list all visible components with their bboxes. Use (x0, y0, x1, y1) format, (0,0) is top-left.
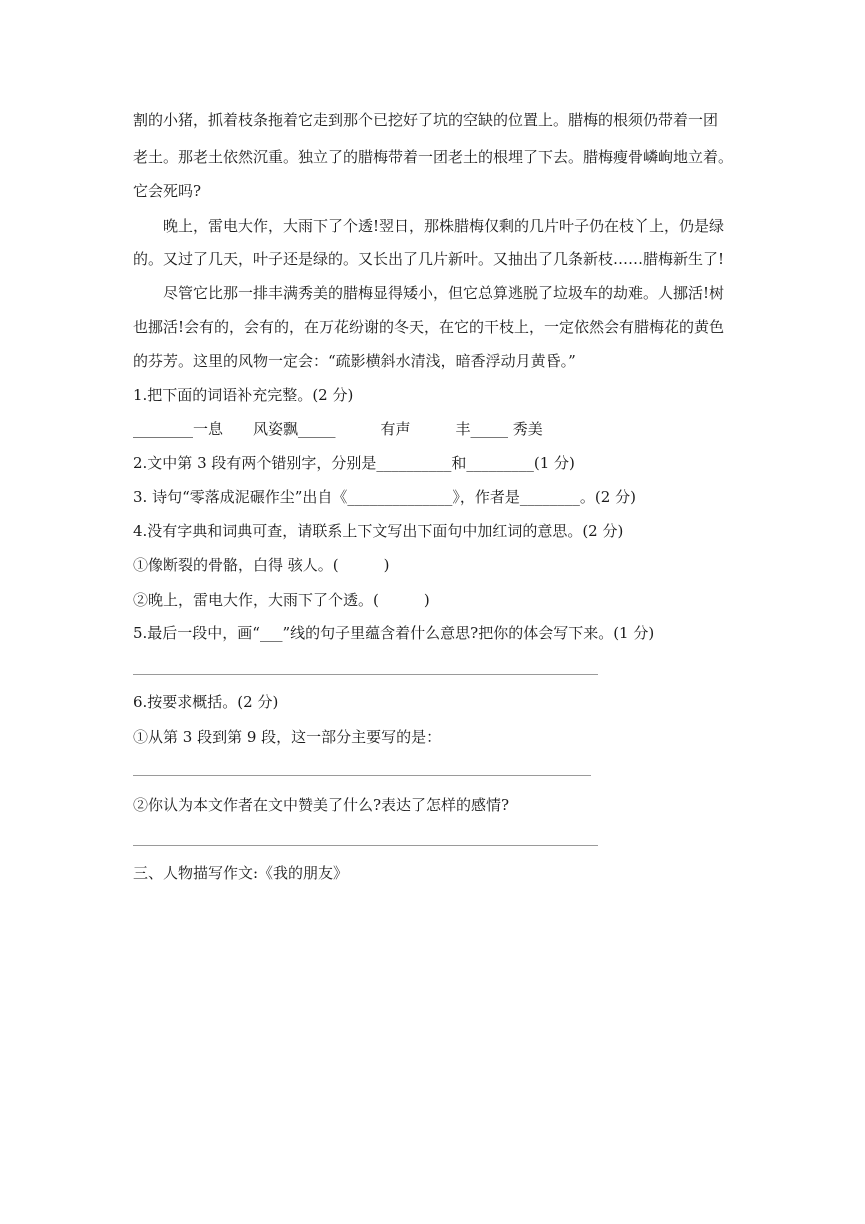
passage-line: 晚上，雷电大作，大雨下了个透!翌日，那株腊梅仅剩的几片叶子仍在枝丫上，仍是绿 (163, 217, 725, 235)
answer-line (133, 674, 598, 675)
passage-line: 老土。那老土依然沉重。独立了的腊梅带着一团老土的根埋了下去。腊梅瘦骨嶙峋地立着。 (133, 148, 734, 166)
question-6: 6.按要求概括。(2 分) (133, 693, 279, 711)
question-5: 5.最后一段中，画“___”线的句子里蕴含着什么意思?把你的体会写下来。(1 分) (133, 624, 655, 642)
passage-line: 尽管它比那一排丰满秀美的腊梅显得矮小，但它总算逃脱了垃圾车的劫难。人挪活!树 (163, 284, 725, 302)
passage-line: 割的小猪，抓着枝条拖着它走到那个已挖好了坑的空缺的位置上。腊梅的根须仍带着一团 (133, 111, 719, 129)
question-4-item-1: ①像断裂的骨骼，白得 骇人。( ) (133, 556, 390, 574)
question-1-blanks: ________一息 风姿飘_____ 有声 丰_____ 秀美 (133, 420, 543, 438)
question-6-item-1: ①从第 3 段到第 9 段，这一部分主要写的是： (133, 728, 442, 746)
question-4-item-2: ②晚上，雷电大作，大雨下了个透。( ) (133, 591, 430, 609)
question-3: 3. 诗句“零落成泥碾作尘”出自《______________》，作者是________。(2 分) (133, 488, 636, 506)
question-1: 1.把下面的词语补充完整。(2 分) (133, 386, 354, 404)
section-3-title: 三、人物描写作文:《我的朋友》 (133, 864, 349, 882)
question-6-item-2: ②你认为本文作者在文中赞美了什么?表达了怎样的感情? (133, 796, 510, 814)
passage-line: 它会死吗? (133, 182, 202, 200)
passage-line: 的。又过了几天，叶子还是绿的。又长出了几片新叶。又抽出了几条新枝……腊梅新生了! (133, 250, 725, 268)
answer-line (133, 845, 598, 846)
passage-line: 的芬芳。这里的风物一定会：“疏影横斜水清浅，暗香浮动月黄昏。” (133, 352, 576, 370)
passage-line: 也挪活!会有的，会有的，在万花纷谢的冬天，在它的干枝上，一定依然会有腊梅花的黄色 (133, 318, 725, 336)
answer-line (133, 775, 591, 776)
question-2: 2.文中第 3 段有两个错别字，分别是__________和_________(1 分) (133, 454, 575, 472)
question-4: 4.没有字典和词典可查，请联系上下文写出下面句中加红词的意思。(2 分) (133, 522, 624, 540)
